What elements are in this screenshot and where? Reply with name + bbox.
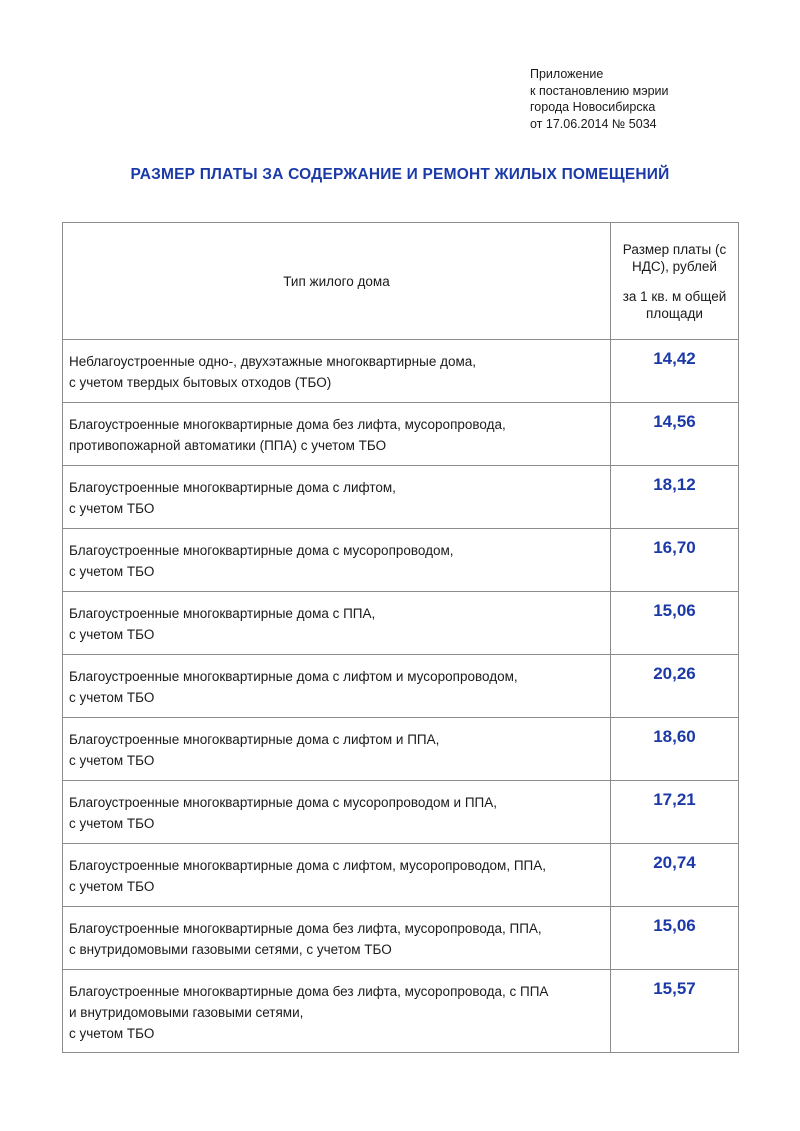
rate-value: 20,74: [611, 844, 739, 907]
table-row: [63, 403, 739, 466]
table-row: [63, 529, 739, 592]
rate-value: 18,60: [611, 718, 739, 781]
house-type-line: противопожарной автоматики (ППА) с учетом ТБО: [69, 438, 387, 453]
table-row: [63, 970, 739, 1053]
rate-header-line: Размер платы (с НДС), рублей: [622, 241, 727, 274]
annotation-line: от 17.06.2014 № 5034: [530, 116, 657, 131]
rate-value: 15,06: [611, 592, 739, 655]
house-type-cell: [63, 844, 611, 907]
house-type-cell: [63, 655, 611, 718]
house-type-line: Благоустроенные многоквартирные дома без лифта, мусоропровода, с ППА: [69, 984, 549, 999]
house-type-line: с учетом ТБО: [69, 1026, 155, 1041]
rate-value: 16,70: [611, 529, 739, 592]
house-type-cell: [63, 592, 611, 655]
house-type-line: Благоустроенные многоквартирные дома с лифтом и ППА,: [69, 732, 440, 747]
column-header-rate: [611, 223, 739, 340]
table-row: [63, 592, 739, 655]
table-row: [63, 466, 739, 529]
rate-value: 14,56: [611, 403, 739, 466]
house-type-line: с учетом ТБО: [69, 627, 155, 642]
column-header-house-type: Тип жилого дома: [63, 223, 611, 340]
house-type-line: с учетом ТБО: [69, 690, 155, 705]
table-row: [63, 781, 739, 844]
house-type-line: Благоустроенные многоквартирные дома без лифта, мусоропровода, ППА,: [69, 921, 542, 936]
house-type-line: и внутридомовыми газовыми сетями,: [69, 1005, 304, 1020]
house-type-cell: [63, 718, 611, 781]
table-row: [63, 844, 739, 907]
house-type-line: Благоустроенные многоквартирные дома без лифта, мусоропровода,: [69, 417, 506, 432]
house-type-line: с учетом ТБО: [69, 879, 155, 894]
page-title: РАЗМЕР ПЛАТЫ ЗА СОДЕРЖАНИЕ И РЕМОНТ ЖИЛЫХ ПОМЕЩЕНИЙ: [130, 166, 670, 183]
house-type-line: Благоустроенные многоквартирные дома с мусоропроводом,: [69, 543, 454, 558]
table-body: [63, 340, 739, 1053]
house-type-line: с учетом ТБО: [69, 564, 155, 579]
table-row: [63, 655, 739, 718]
annotation-line: Приложение: [530, 67, 604, 81]
rate-value: 20,26: [611, 655, 739, 718]
rates-table: [62, 222, 739, 1053]
house-type-line: с учетом ТБО: [69, 501, 155, 516]
rate-value: 15,06: [611, 907, 739, 970]
table-row: [63, 907, 739, 970]
rate-value: 14,42: [611, 340, 739, 403]
table-row: [63, 718, 739, 781]
house-type-line: с учетом ТБО: [69, 753, 155, 768]
house-type-line: Благоустроенные многоквартирные дома с лифтом и мусоропроводом,: [69, 669, 518, 684]
house-type-line: Благоустроенные многоквартирные дома с лифтом, мусоропроводом, ППА,: [69, 858, 547, 873]
house-type-line: Благоустроенные многоквартирные дома с мусоропроводом и ППА,: [69, 795, 497, 810]
house-type-cell: [63, 529, 611, 592]
annotation-line: города Новосибирска: [530, 100, 656, 114]
table-header-row: [63, 223, 739, 340]
house-type-cell: [63, 781, 611, 844]
rate-value: 17,21: [611, 781, 739, 844]
rate-value: 15,57: [611, 970, 739, 1053]
house-type-line: с учетом твердых бытовых отходов (ТБО): [69, 375, 332, 390]
rate-header-line: за 1 кв. м общей площади: [622, 288, 727, 321]
table-row: [63, 340, 739, 403]
house-type-line: с учетом ТБО: [69, 816, 155, 831]
document-annotation: [530, 66, 669, 132]
house-type-line: Неблагоустроенные одно-, двухэтажные многоквартирные дома,: [69, 354, 477, 369]
rate-value: 18,12: [611, 466, 739, 529]
house-type-cell: [63, 340, 611, 403]
house-type-cell: [63, 907, 611, 970]
house-type-cell: [63, 466, 611, 529]
house-type-line: Благоустроенные многоквартирные дома с ППА,: [69, 606, 376, 621]
annotation-line: к постановлению мэрии: [530, 83, 669, 98]
house-type-cell: [63, 403, 611, 466]
house-type-cell: [63, 970, 611, 1053]
house-type-line: с внутридомовыми газовыми сетями, с учетом ТБО: [69, 942, 392, 957]
house-type-line: Благоустроенные многоквартирные дома с лифтом,: [69, 480, 396, 495]
